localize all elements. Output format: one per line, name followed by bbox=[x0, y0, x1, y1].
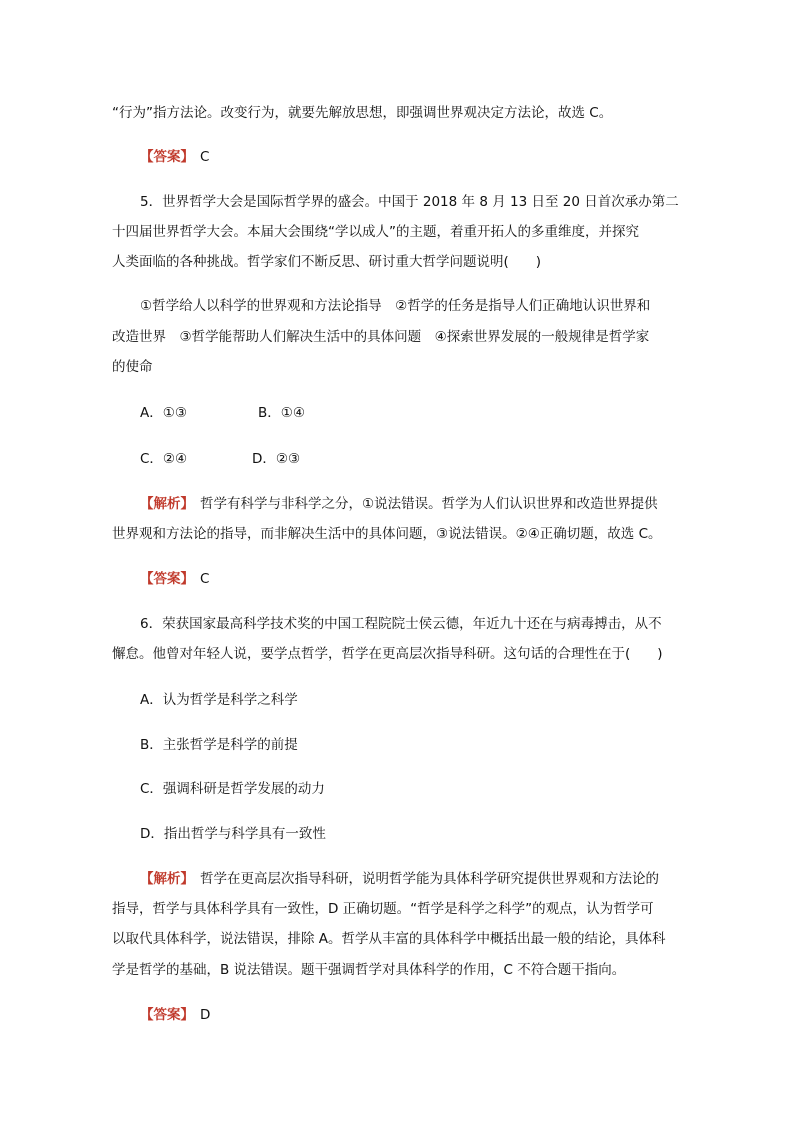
q5-option-a[interactable]: A．①③ bbox=[140, 405, 187, 421]
q5-items-line-1: ①哲学给人以科学的世界观和方法论指导 ②哲学的任务是指导人们正确地认识世界和 bbox=[140, 298, 651, 314]
q6-analysis-line-4: 学是哲学的基础，B 说法错误。题干强调哲学对具体科学的作用，C 不符合题干指向。 bbox=[112, 962, 626, 978]
q5-items-line-2: 改造世界 ③哲学能帮助人们解决生活中的具体问题 ④探索世界发展的一般规律是哲学家 bbox=[112, 329, 650, 345]
answer-tag: 【答案】 bbox=[140, 571, 194, 587]
analysis-tag: 【解析】 bbox=[140, 496, 194, 512]
q6-analysis-line-1 bbox=[140, 869, 659, 889]
q6-analysis-line-3: 以取代具体科学，说法错误，排除 A。哲学从丰富的具体科学中概括出最一般的结论，具体科 bbox=[112, 931, 666, 947]
q5-options-row-1 bbox=[140, 403, 440, 423]
q5-answer bbox=[140, 569, 209, 589]
q6-option-b[interactable]: B．主张哲学是科学的前提 bbox=[140, 737, 298, 753]
answer-value: C bbox=[200, 149, 210, 165]
answer-value: C bbox=[200, 571, 210, 587]
q6-stem-line-1: 6．荣获国家最高科学技术奖的中国工程院院士侯云德，年近九十还在与病毒搏击，从不 bbox=[140, 616, 662, 632]
q5-stem-line-3: 人类面临的各种挑战。哲学家们不断反思、研讨重大哲学问题说明( ) bbox=[112, 254, 542, 270]
q6-analysis-line-2: 指导，哲学与具体科学具有一致性，D 正确切题。“哲学是科学之科学”的观点，认为哲学可 bbox=[112, 901, 654, 917]
q5-option-c[interactable]: C．②④ bbox=[140, 451, 188, 467]
q4-answer bbox=[140, 147, 209, 167]
q5-option-b[interactable]: B．①④ bbox=[258, 405, 305, 421]
q6-option-a[interactable]: A．认为哲学是科学之科学 bbox=[140, 692, 298, 708]
q5-items-line-3: 的使命 bbox=[112, 359, 153, 375]
q6-option-c[interactable]: C．强调科研是哲学发展的动力 bbox=[140, 781, 325, 797]
analysis-text: 哲学有科学与非科学之分，①说法错误。哲学为人们认识世界和改造世界提供 bbox=[200, 496, 658, 512]
answer-value: D bbox=[200, 1007, 211, 1023]
q6-option-d[interactable]: D．指出哲学与科学具有一致性 bbox=[140, 826, 326, 842]
answer-tag: 【答案】 bbox=[140, 149, 194, 165]
analysis-tag: 【解析】 bbox=[140, 871, 194, 887]
q5-stem-line-1: 5．世界哲学大会是国际哲学界的盛会。中国于 2018 年 8 月 13 日至 20 日首次承办第二 bbox=[140, 194, 679, 210]
q6-answer bbox=[140, 1005, 210, 1025]
q5-analysis-line-2: 世界观和方法论的指导，而非解决生活中的具体问题，③说法错误。②④正确切题，故选 C。 bbox=[112, 526, 662, 542]
q5-options-row-2 bbox=[140, 449, 440, 469]
q4-explanation-tail: “行为”指方法论。改变行为，就要先解放思想，即强调世界观决定方法论，故选 C。 bbox=[112, 105, 613, 121]
q6-stem-line-2: 懈怠。他曾对年轻人说，要学点哲学，哲学在更高层次指导科研。这句话的合理性在于( ) bbox=[112, 646, 663, 662]
q5-analysis-line-1 bbox=[140, 494, 658, 514]
q5-stem-line-2: 十四届世界哲学大会。本届大会围绕“学以成人”的主题，着重开拓人的多重维度，并探究 bbox=[112, 224, 639, 240]
analysis-text: 哲学在更高层次指导科研，说明哲学能为具体科学研究提供世界观和方法论的 bbox=[200, 871, 659, 887]
answer-tag: 【答案】 bbox=[140, 1007, 194, 1023]
q5-option-d[interactable]: D．②③ bbox=[252, 451, 301, 467]
